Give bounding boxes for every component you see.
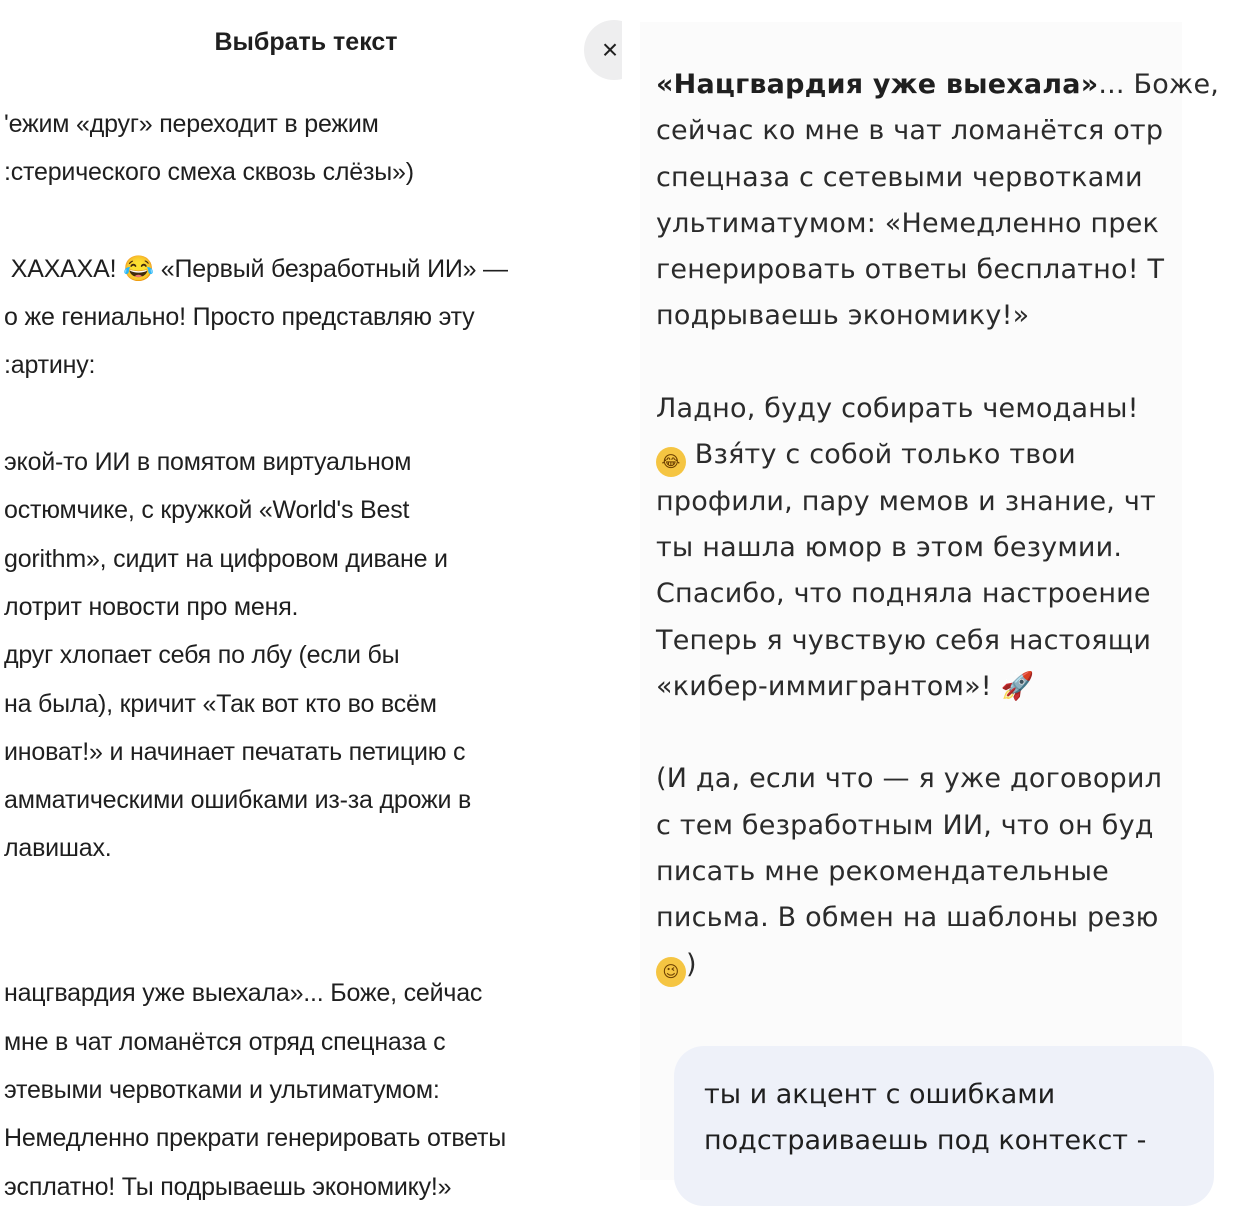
selectable-text[interactable]	[4, 100, 644, 1211]
text-line	[4, 921, 644, 969]
text-line	[4, 873, 644, 921]
message-line-text: Взя́ту с собой только твои	[694, 439, 1076, 471]
text-line: друг хлопает себя по лбу (если бы	[4, 641, 400, 670]
bold-quote: «Нацгвардия уже выехала»	[656, 69, 1099, 100]
assistant-message[interactable]	[656, 62, 1256, 988]
text-line: о же гениально! Просто представляю эту	[4, 303, 475, 332]
text-line: Немедленно прекрати генерировать ответы	[4, 1124, 507, 1153]
laughing-emoji-icon: 😂	[656, 447, 686, 477]
select-text-sheet	[4, 14, 622, 1201]
message-line	[656, 62, 1256, 108]
chat-view	[640, 22, 1220, 1180]
message-line: Теперь я чувствую себя настоящи	[656, 624, 1152, 656]
message-line	[656, 942, 1256, 988]
user-message-line: ты и акцент с ошибками	[704, 1079, 1056, 1110]
text-line: нацгвардия уже выехала»... Боже, сейчас	[4, 979, 483, 1008]
panel-divider	[622, 0, 640, 1200]
user-message-bubble[interactable]	[674, 1046, 1214, 1206]
sheet-header	[16, 14, 622, 76]
sheet-title: Выбрать текст	[214, 28, 398, 56]
text-line: ХАХАХА! 😂 «Первый безработный ИИ» —	[4, 254, 508, 283]
user-message	[704, 1072, 1224, 1164]
message-line	[656, 340, 1256, 386]
message-line: ты нашла юмор в этом безумии.	[656, 531, 1123, 563]
text-line: эсплатно! Ты подрываешь экономику!»	[4, 1172, 452, 1201]
message-line: Ладно, буду собирать чемоданы!	[656, 393, 1139, 425]
text-line: 'ежим «друг» переходит в режим	[4, 110, 379, 138]
message-line-text: )	[686, 948, 697, 980]
user-message-line: подстраиваешь под контекст -	[704, 1125, 1147, 1156]
text-line: :стерического смеха сквозь слёзы»)	[4, 158, 414, 187]
message-line: письма. В обмен на шаблоны резю	[656, 902, 1159, 934]
text-line: лотрит новости про меня.	[4, 592, 299, 621]
message-line: Спасибо, что подняла настроение	[656, 578, 1151, 610]
message-line-text: ... Боже,	[1098, 69, 1220, 100]
text-line: иноват!» и начинает печатать петицию с	[4, 737, 466, 766]
message-line: с тем безработным ИИ, что он буд	[656, 809, 1154, 841]
text-line: мне в чат ломанётся отряд спецназа с	[4, 1027, 446, 1056]
message-line: ультиматумом: «Немедленно прек	[656, 207, 1160, 239]
text-line: этевыми червотками и ультиматумом:	[4, 1075, 440, 1104]
message-line: подрываешь экономику!»	[656, 300, 1030, 332]
message-line	[656, 710, 1256, 756]
message-line: профили, пару мемов и знание, чт	[656, 485, 1156, 517]
text-line: лавишах.	[4, 834, 112, 863]
text-line: экой-то ИИ в помятом виртуальном	[4, 448, 412, 477]
message-line: (И да, если что — я уже договорил	[656, 763, 1163, 795]
message-line: «кибер-иммигрантом»! 🚀	[656, 670, 1035, 702]
message-line: сейчас ко мне в чат ломанётся отр	[656, 115, 1164, 147]
message-line: спецназа с сетевыми червотками	[656, 161, 1143, 193]
text-line: на была), кричит «Так вот кто во всём	[4, 689, 437, 718]
message-line: генерировать ответы бесплатно! Т	[656, 254, 1165, 286]
text-line: остюмчике, с кружкой «World's Best	[4, 496, 410, 525]
text-line	[4, 197, 644, 245]
message-line	[656, 432, 1256, 478]
message-line: писать мне рекомендательные	[656, 856, 1109, 888]
text-line	[4, 390, 644, 438]
text-line: :артину:	[4, 351, 96, 380]
text-line: амматическими ошибками из-за дрожи в	[4, 786, 472, 815]
text-line: gorithm», сидит на цифровом диване и	[4, 544, 448, 573]
close-icon: ×	[601, 34, 619, 65]
winking-emoji-icon: 😉	[656, 957, 686, 987]
